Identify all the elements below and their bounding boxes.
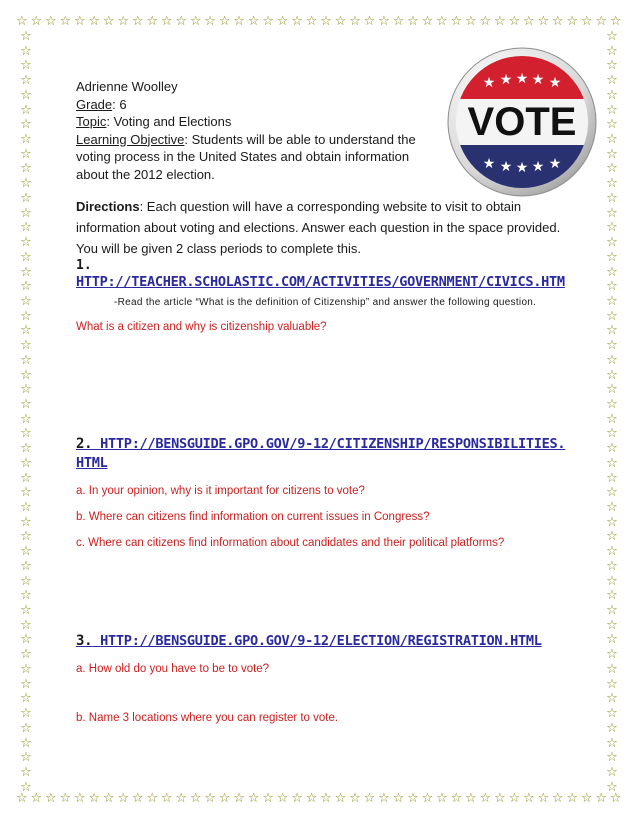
- border-star-icon: ☆: [334, 791, 347, 806]
- svg-text:★: ★: [482, 156, 496, 172]
- border-star-icon: ☆: [59, 791, 72, 806]
- border-star-icon: ☆: [20, 691, 32, 707]
- border-star-icon: ☆: [407, 14, 419, 29]
- border-star-icon: ☆: [20, 367, 32, 383]
- border-star-icon: ☆: [465, 14, 477, 29]
- border-star-icon: ☆: [131, 14, 144, 29]
- border-star-icon: ☆: [606, 293, 618, 309]
- border-star-icon: ☆: [606, 558, 618, 574]
- border-star-icon: ☆: [606, 411, 618, 427]
- section-number: 2.: [76, 436, 93, 452]
- border-star-icon: ☆: [117, 14, 130, 29]
- border-star-icon: ☆: [493, 791, 506, 806]
- border-star-icon: ☆: [20, 338, 32, 354]
- border-star-icon: ☆: [606, 367, 618, 383]
- border-star-icon: ☆: [566, 14, 579, 29]
- border-star-icon: ☆: [73, 791, 86, 806]
- border-star-icon: ☆: [305, 791, 318, 806]
- border-star-icon: ☆: [20, 720, 32, 736]
- border-star-icon: ☆: [551, 791, 564, 806]
- border-star-icon: ☆: [606, 750, 618, 766]
- border-star-icon: ☆: [363, 14, 376, 29]
- border-star-icon: ☆: [20, 30, 32, 44]
- border-star-icon: ☆: [606, 706, 618, 722]
- border-star-icon: ☆: [20, 73, 32, 89]
- border-star-icon: ☆: [450, 14, 463, 29]
- border-star-icon: ☆: [606, 588, 618, 604]
- question: b. Name 3 locations where you can register to vote.: [76, 712, 339, 724]
- border-star-icon: ☆: [20, 190, 32, 206]
- vote-badge-icon: [447, 47, 597, 197]
- border-star-icon: ☆: [606, 117, 618, 133]
- border-star-icon: ☆: [606, 396, 618, 412]
- border-star-icon: ☆: [320, 791, 332, 806]
- border-star-icon: ☆: [20, 161, 32, 177]
- border-star-icon: ☆: [606, 779, 618, 794]
- svg-text:★: ★: [515, 160, 529, 176]
- border-star-icon: ☆: [606, 470, 618, 486]
- border-star-icon: ☆: [276, 791, 289, 806]
- border-star-icon: ☆: [16, 14, 28, 29]
- section-note: -Read the article “What is the definition of Citizenship” and answer the following question.: [114, 297, 537, 308]
- border-star-icon: ☆: [378, 791, 390, 806]
- border-star-icon: ☆: [20, 426, 32, 442]
- border-star-icon: ☆: [606, 264, 618, 280]
- border-star-icon: ☆: [606, 661, 618, 677]
- border-star-icon: ☆: [606, 87, 618, 103]
- border-star-icon: ☆: [204, 791, 216, 806]
- border-star-icon: ☆: [493, 14, 506, 29]
- border-star-icon: ☆: [175, 14, 187, 29]
- directions-text: : Each question will have a corresponding website to visit to obtain information about voting and elections. Answer each question in the space provided. You will be given 2 class periods to complete this.: [76, 199, 561, 256]
- border-star-icon: ☆: [606, 161, 618, 177]
- border-star-icon: ☆: [30, 791, 43, 806]
- svg-text:★: ★: [531, 159, 545, 175]
- border-star-icon: ☆: [20, 588, 32, 604]
- question: b. Where can citizens find information on current issues in Congress?: [76, 511, 430, 523]
- border-star-icon: ☆: [609, 791, 622, 806]
- border-star-icon: ☆: [522, 14, 535, 29]
- border-star-icon: ☆: [44, 791, 57, 806]
- border-star-icon: ☆: [606, 30, 618, 44]
- objective-value: : Students will be able to understand the voting process in the United States and obtain information about the 2012 election.: [76, 131, 416, 182]
- border-star-icon: ☆: [16, 791, 28, 806]
- border-star-icon: ☆: [606, 647, 618, 663]
- border-star-icon: ☆: [20, 603, 32, 619]
- border-star-icon: ☆: [20, 176, 32, 192]
- border-star-icon: ☆: [392, 14, 405, 29]
- border-star-icon: ☆: [20, 706, 32, 722]
- question: What is a citizen and why is citizenship valuable?: [76, 321, 327, 333]
- border-star-icon: ☆: [349, 14, 361, 29]
- border-star-icon: ☆: [20, 779, 32, 794]
- border-star-icon: ☆: [20, 750, 32, 766]
- border-bottom: [16, 791, 622, 807]
- border-star-icon: ☆: [44, 14, 57, 29]
- border-star-icon: ☆: [20, 146, 32, 162]
- border-star-icon: ☆: [20, 382, 32, 398]
- border-star-icon: ☆: [479, 791, 492, 806]
- border-star-icon: ☆: [606, 720, 618, 736]
- border-star-icon: ☆: [508, 14, 521, 29]
- border-star-icon: ☆: [606, 43, 618, 59]
- border-star-icon: ☆: [508, 791, 521, 806]
- border-star-icon: ☆: [146, 791, 159, 806]
- border-star-icon: ☆: [606, 235, 618, 251]
- border-star-icon: ☆: [606, 58, 618, 74]
- border-star-icon: ☆: [20, 249, 32, 265]
- border-star-icon: ☆: [20, 514, 32, 530]
- section-3: [76, 632, 566, 727]
- border-star-icon: ☆: [522, 791, 535, 806]
- border-star-icon: ☆: [20, 500, 32, 515]
- border-star-icon: ☆: [175, 791, 187, 806]
- border-star-icon: ☆: [102, 14, 115, 29]
- border-star-icon: ☆: [20, 220, 32, 236]
- border-star-icon: ☆: [606, 146, 618, 162]
- border-star-icon: ☆: [392, 791, 405, 806]
- border-star-icon: ☆: [580, 14, 593, 29]
- border-star-icon: ☆: [20, 58, 32, 74]
- border-star-icon: ☆: [20, 87, 32, 103]
- border-star-icon: ☆: [262, 14, 274, 29]
- border-star-icon: ☆: [20, 558, 32, 574]
- border-star-icon: ☆: [606, 190, 618, 206]
- border-star-icon: ☆: [20, 470, 32, 486]
- section-link-text: HTTP://BENSGUIDE.GPO.GOV/9-12/CITIZENSHIP/RESPONSIBILITIES.HTML: [76, 436, 566, 471]
- border-star-icon: ☆: [606, 764, 618, 780]
- section-number: 1.: [76, 258, 92, 273]
- border-star-icon: ☆: [606, 279, 618, 295]
- border-star-icon: ☆: [363, 791, 376, 806]
- border-star-icon: ☆: [606, 220, 618, 236]
- border-star-icon: ☆: [421, 14, 434, 29]
- border-star-icon: ☆: [88, 791, 101, 806]
- header-block: [76, 78, 436, 183]
- border-star-icon: ☆: [606, 514, 618, 530]
- topic-line: [76, 113, 436, 131]
- border-star-icon: ☆: [20, 293, 32, 309]
- border-star-icon: ☆: [606, 426, 618, 442]
- border-star-icon: ☆: [73, 14, 86, 29]
- border-star-icon: ☆: [566, 791, 579, 806]
- border-star-icon: ☆: [20, 735, 32, 751]
- border-star-icon: ☆: [20, 632, 32, 648]
- svg-text:★: ★: [548, 75, 562, 91]
- border-star-icon: ☆: [606, 352, 618, 368]
- border-star-icon: ☆: [421, 791, 434, 806]
- border-star-icon: ☆: [131, 791, 144, 806]
- border-star-icon: ☆: [606, 132, 618, 148]
- border-top: [16, 14, 622, 30]
- border-star-icon: ☆: [59, 14, 72, 29]
- border-star-icon: ☆: [606, 323, 618, 339]
- border-star-icon: ☆: [20, 441, 32, 457]
- border-star-icon: ☆: [606, 102, 618, 118]
- border-star-icon: ☆: [537, 14, 550, 29]
- border-star-icon: ☆: [20, 544, 32, 560]
- section-link[interactable]: [76, 435, 566, 473]
- border-star-icon: ☆: [20, 264, 32, 280]
- border-star-icon: ☆: [20, 455, 32, 471]
- svg-text:★: ★: [499, 72, 513, 88]
- border-star-icon: ☆: [595, 14, 608, 29]
- svg-text:★: ★: [515, 71, 529, 87]
- border-star-icon: ☆: [465, 791, 477, 806]
- border-star-icon: ☆: [20, 396, 32, 412]
- section-1: [76, 258, 566, 336]
- border-star-icon: ☆: [20, 102, 32, 118]
- border-star-icon: ☆: [233, 791, 245, 806]
- border-star-icon: ☆: [606, 529, 618, 545]
- border-star-icon: ☆: [20, 235, 32, 251]
- border-star-icon: ☆: [30, 14, 43, 29]
- border-star-icon: ☆: [479, 14, 492, 29]
- svg-text:★: ★: [548, 156, 562, 172]
- section-link-text: HTTP://BENSGUIDE.GPO.GOV/9-12/ELECTION/REGISTRATION.HTML: [100, 633, 542, 649]
- border-star-icon: ☆: [606, 382, 618, 398]
- border-star-icon: ☆: [20, 617, 32, 633]
- border-right: [604, 30, 620, 794]
- directions: [76, 196, 566, 259]
- border-star-icon: ☆: [450, 791, 463, 806]
- border-star-icon: ☆: [20, 279, 32, 295]
- border-star-icon: ☆: [551, 14, 564, 29]
- border-star-icon: ☆: [436, 14, 448, 29]
- border-star-icon: ☆: [20, 352, 32, 368]
- border-star-icon: ☆: [606, 603, 618, 619]
- border-star-icon: ☆: [320, 14, 332, 29]
- border-star-icon: ☆: [606, 205, 618, 221]
- border-star-icon: ☆: [247, 14, 260, 29]
- section-link[interactable]: [76, 632, 566, 651]
- badge-text: VOTE: [467, 100, 577, 144]
- directions-label: Directions: [76, 199, 140, 214]
- author-name: Adrienne Woolley: [76, 79, 178, 94]
- border-star-icon: ☆: [606, 544, 618, 560]
- svg-text:★: ★: [482, 75, 496, 91]
- border-star-icon: ☆: [291, 14, 303, 29]
- border-star-icon: ☆: [20, 676, 32, 692]
- border-star-icon: ☆: [204, 14, 216, 29]
- svg-text:★: ★: [531, 72, 545, 88]
- border-star-icon: ☆: [606, 676, 618, 692]
- section-link[interactable]: HTTP://TEACHER.SCHOLASTIC.COM/ACTIVITIES/GOVERNMENT/CIVICS.HTM: [76, 274, 565, 290]
- border-star-icon: ☆: [20, 485, 32, 501]
- question: c. Where can citizens find information about candidates and their political platforms?: [76, 537, 505, 549]
- border-star-icon: ☆: [349, 791, 361, 806]
- border-star-icon: ☆: [537, 791, 550, 806]
- border-star-icon: ☆: [606, 485, 618, 501]
- border-left: [18, 30, 34, 794]
- question: a. How old do you have to be to vote?: [76, 663, 270, 675]
- border-star-icon: ☆: [580, 791, 593, 806]
- border-star-icon: ☆: [378, 14, 390, 29]
- border-star-icon: ☆: [20, 529, 32, 545]
- border-star-icon: ☆: [276, 14, 289, 29]
- border-star-icon: ☆: [407, 791, 419, 806]
- border-star-icon: ☆: [606, 573, 618, 589]
- border-star-icon: ☆: [117, 791, 130, 806]
- grade-line: [76, 96, 436, 114]
- border-star-icon: ☆: [606, 735, 618, 751]
- border-star-icon: ☆: [609, 14, 622, 29]
- border-star-icon: ☆: [146, 14, 159, 29]
- border-star-icon: ☆: [291, 791, 303, 806]
- topic-value: : Voting and Elections: [106, 114, 232, 129]
- border-star-icon: ☆: [20, 661, 32, 677]
- border-star-icon: ☆: [218, 14, 231, 29]
- border-star-icon: ☆: [606, 441, 618, 457]
- border-star-icon: ☆: [20, 43, 32, 59]
- topic-label: Topic: [76, 114, 107, 129]
- grade-value: : 6: [112, 96, 127, 112]
- grade-label: Grade: [76, 96, 113, 112]
- section-number: 3.: [76, 633, 93, 649]
- question: a. In your opinion, why is it important for citizens to vote?: [76, 485, 365, 497]
- section-2: [76, 435, 566, 552]
- objective-label: Learning Objective: [76, 131, 185, 147]
- border-star-icon: ☆: [247, 791, 260, 806]
- border-star-icon: ☆: [606, 308, 618, 324]
- border-star-icon: ☆: [334, 14, 347, 29]
- svg-text:★: ★: [499, 159, 513, 175]
- border-star-icon: ☆: [20, 308, 32, 324]
- border-star-icon: ☆: [606, 632, 618, 648]
- border-star-icon: ☆: [595, 791, 608, 806]
- border-star-icon: ☆: [233, 14, 245, 29]
- border-star-icon: ☆: [305, 14, 318, 29]
- border-star-icon: ☆: [20, 573, 32, 589]
- border-star-icon: ☆: [20, 764, 32, 780]
- border-star-icon: ☆: [20, 411, 32, 427]
- border-star-icon: ☆: [20, 205, 32, 221]
- border-star-icon: ☆: [262, 791, 274, 806]
- border-star-icon: ☆: [102, 791, 115, 806]
- border-star-icon: ☆: [606, 249, 618, 265]
- border-star-icon: ☆: [88, 14, 101, 29]
- border-star-icon: ☆: [606, 691, 618, 707]
- border-star-icon: ☆: [189, 791, 202, 806]
- border-star-icon: ☆: [189, 14, 202, 29]
- border-star-icon: ☆: [20, 117, 32, 133]
- border-star-icon: ☆: [606, 500, 618, 515]
- border-star-icon: ☆: [20, 323, 32, 339]
- border-star-icon: ☆: [20, 647, 32, 663]
- border-star-icon: ☆: [606, 176, 618, 192]
- border-star-icon: ☆: [160, 791, 173, 806]
- border-star-icon: ☆: [606, 338, 618, 354]
- border-star-icon: ☆: [436, 791, 448, 806]
- border-star-icon: ☆: [20, 132, 32, 148]
- border-star-icon: ☆: [160, 14, 173, 29]
- border-star-icon: ☆: [606, 73, 618, 89]
- border-star-icon: ☆: [218, 791, 231, 806]
- objective-line: [76, 131, 436, 184]
- border-star-icon: ☆: [606, 455, 618, 471]
- border-star-icon: ☆: [606, 617, 618, 633]
